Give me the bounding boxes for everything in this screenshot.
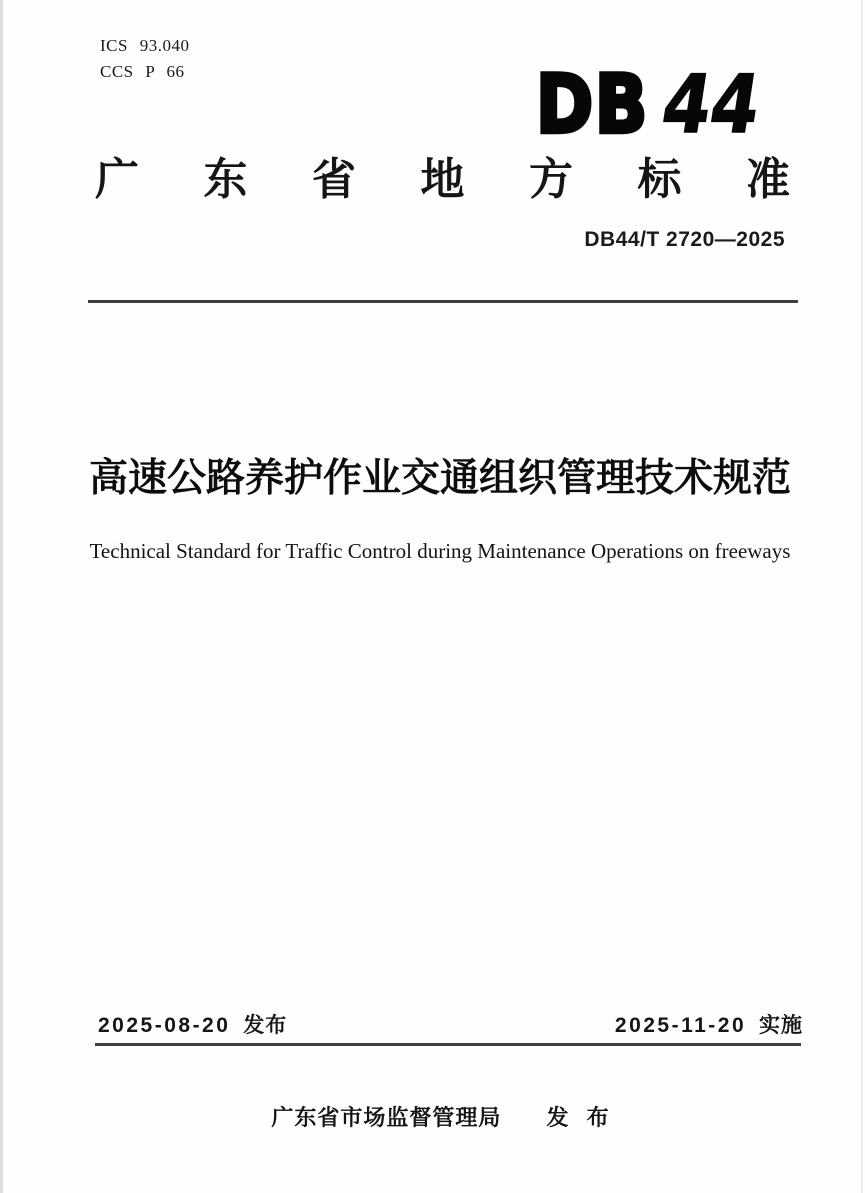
standard-type-char: 标 (637, 155, 682, 204)
issue-date: 2025-08-20 (98, 1014, 231, 1037)
page-left-edge (0, 0, 3, 1193)
header-rule (88, 300, 798, 303)
standard-type-char: 东 (203, 155, 248, 204)
implementation-date: 2025-11-20 (614, 1014, 747, 1037)
standard-type-char: 方 (529, 155, 573, 204)
footer-rule (95, 1043, 801, 1046)
standard-type-char: 广 (95, 155, 139, 204)
ccs-code: CCS P 66 (100, 62, 185, 81)
standard-title-en: Technical Standard for Traffic Control during Maintenance Operations on freeways (89, 539, 791, 563)
publish-action-label: 发 布 (546, 1105, 615, 1130)
standard-type-char: 地 (420, 155, 465, 204)
issue-date-group (98, 1009, 287, 1039)
standard-type-char: 准 (746, 155, 790, 204)
publisher-row (88, 1101, 798, 1132)
standard-title-zh: 高速公路养护作业交通组织管理技术规范 (88, 457, 791, 500)
dates-row (98, 1009, 803, 1039)
publisher-name: 广东省市场监督管理局 (271, 1105, 502, 1130)
db44-logo-db-text: DB (536, 58, 649, 151)
standard-type-char: 省 (312, 155, 356, 204)
standard-number: DB44/T 2720—2025 (584, 228, 785, 251)
issue-date-label: 发布 (243, 1014, 288, 1037)
page-right-edge (861, 0, 863, 1193)
ics-code: ICS 93.040 (100, 36, 190, 55)
standard-type-heading (95, 155, 790, 205)
classification-codes (100, 33, 189, 85)
db44-logo-number-text: 44 (656, 58, 767, 151)
implementation-date-label: 实施 (759, 1014, 803, 1037)
implementation-date-group (615, 1009, 803, 1039)
db44-logo (536, 58, 767, 151)
